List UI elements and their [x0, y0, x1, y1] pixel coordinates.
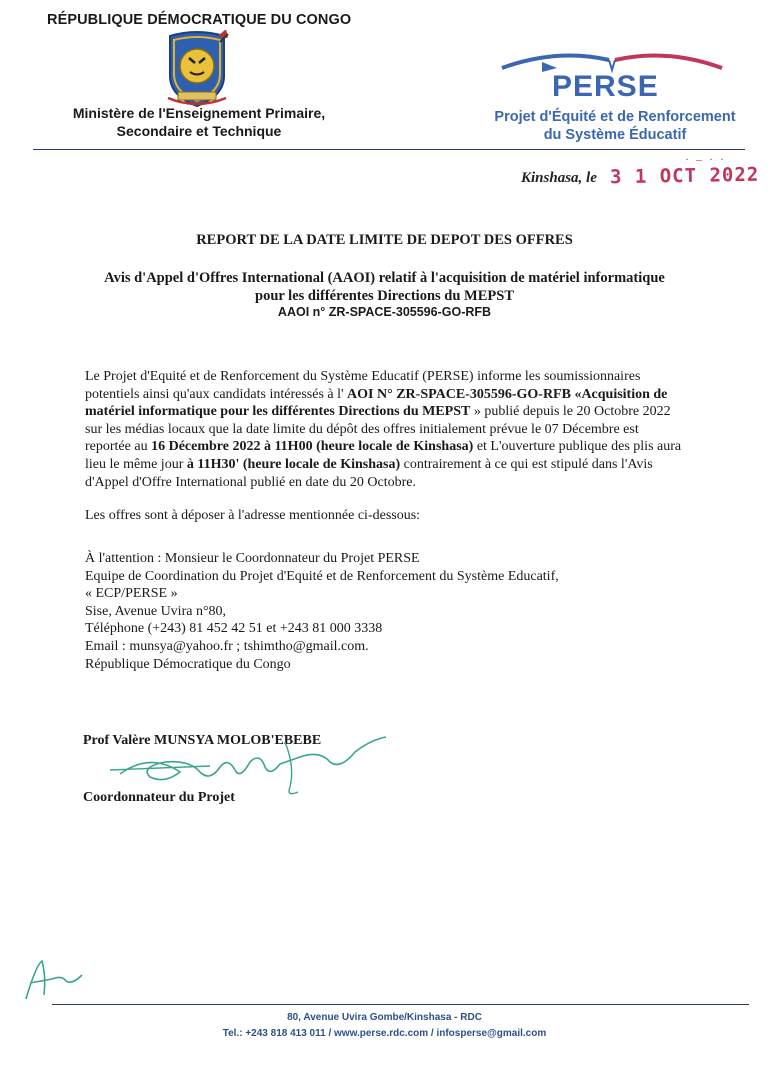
deposit-instruction: Les offres sont à déposer à l'adresse mentionnée ci-dessous:	[85, 508, 421, 523]
address-block	[85, 550, 717, 673]
stamp-marks: · – · ·	[685, 152, 726, 166]
country-heading: RÉPUBLIQUE DÉMOCRATIQUE DU CONGO	[47, 12, 352, 28]
address-attention: À l'attention : Monsieur le Coordonnateur du Projet PERSE	[85, 551, 420, 566]
address-country: République Démocratique du Congo	[85, 656, 291, 672]
ministry-name	[40, 104, 358, 140]
address-unit: « ECP/PERSE »	[85, 586, 178, 602]
org-name-line-1: Projet d'Équité et de Renforcement	[494, 109, 736, 125]
footer-divider	[52, 1004, 749, 1005]
tender-reference: AAOI n° ZR-SPACE-305596-GO-RFB	[277, 305, 492, 319]
subject-line-1: Avis d'Appel d'Offres International (AAOI) relatif à l'acquisition de matériel informatique	[104, 270, 665, 286]
address-street: Sise, Avenue Uvira n°80,	[85, 603, 227, 619]
address-phone: Téléphone (+243) 81 452 42 51 et +243 81 000 3338	[85, 621, 383, 637]
address-team: Equipe de Coordination du Projet d'Equité et de Renforcement du Système Educatif,	[85, 568, 559, 584]
document-title: REPORT DE LA DATE LIMITE DE DEPOT DES OFFRES	[196, 232, 573, 248]
place-date-label: Kinshasa, le	[521, 170, 597, 186]
signatory-name: Prof Valère MUNSYA MOLOB'EBEBE	[83, 733, 322, 748]
subject-line-2: pour les différentes Directions du MEPST	[255, 288, 514, 304]
paragraph-line: reportée au 16 Décembre 2022 à 11H00 (heure locale de Kinshasa) et L'ouverture publique des plis aura	[85, 439, 682, 455]
ministry-line-2: Secondaire et Technique	[116, 123, 282, 139]
address-email: Email : munsya@yahoo.fr ; tshimtho@gmail.com.	[85, 638, 369, 654]
coat-of-arms-icon	[160, 30, 234, 110]
org-full-name	[470, 108, 760, 144]
footer-address: 80, Avenue Uvira Gombe/Kinshasa - RDC	[287, 1012, 482, 1023]
paragraph-line: matériel informatique pour les différentes Directions du MEPST » publié depuis le 20 Octobre 2022	[85, 404, 671, 420]
date-stamp: 3 1 OCT 2022	[609, 163, 760, 189]
signatory-role: Coordonnateur du Projet	[83, 790, 235, 805]
paragraph-line: sur les médias locaux que la date limite du dépôt des offres initialement prévue le 07 Décembre est	[85, 421, 639, 437]
ministry-line-1: Ministère de l'Enseignement Primaire,	[72, 105, 326, 121]
paragraph-line: d'Appel d'Offre International publié en date du 20 Octobre.	[85, 474, 416, 490]
paragraph-line: lieu le même jour à 11H30' (heure locale de Kinshasa) contrairement à ce qui est stipulé dans l'Avis	[85, 456, 653, 472]
announcement-paragraph	[85, 368, 717, 491]
footer-contacts: Tel.: +243 818 413 011 / www.perse.rdc.com / infosperse@gmail.com	[222, 1028, 547, 1039]
org-name-line-2: du Système Éducatif	[543, 127, 687, 143]
header-divider	[33, 149, 745, 150]
paragraph-line: potentiels ainsi qu'aux candidats intéressés à l' AOI N° ZR-SPACE-305596-GO-RFB «Acquisition de	[85, 386, 668, 402]
paragraph-line: Le Projet d'Equité et de Renforcement du Système Educatif (PERSE) informe les soumissionnaires	[85, 369, 641, 384]
initials-mark-icon	[22, 955, 92, 1003]
org-acronym: PERSE	[552, 70, 659, 103]
